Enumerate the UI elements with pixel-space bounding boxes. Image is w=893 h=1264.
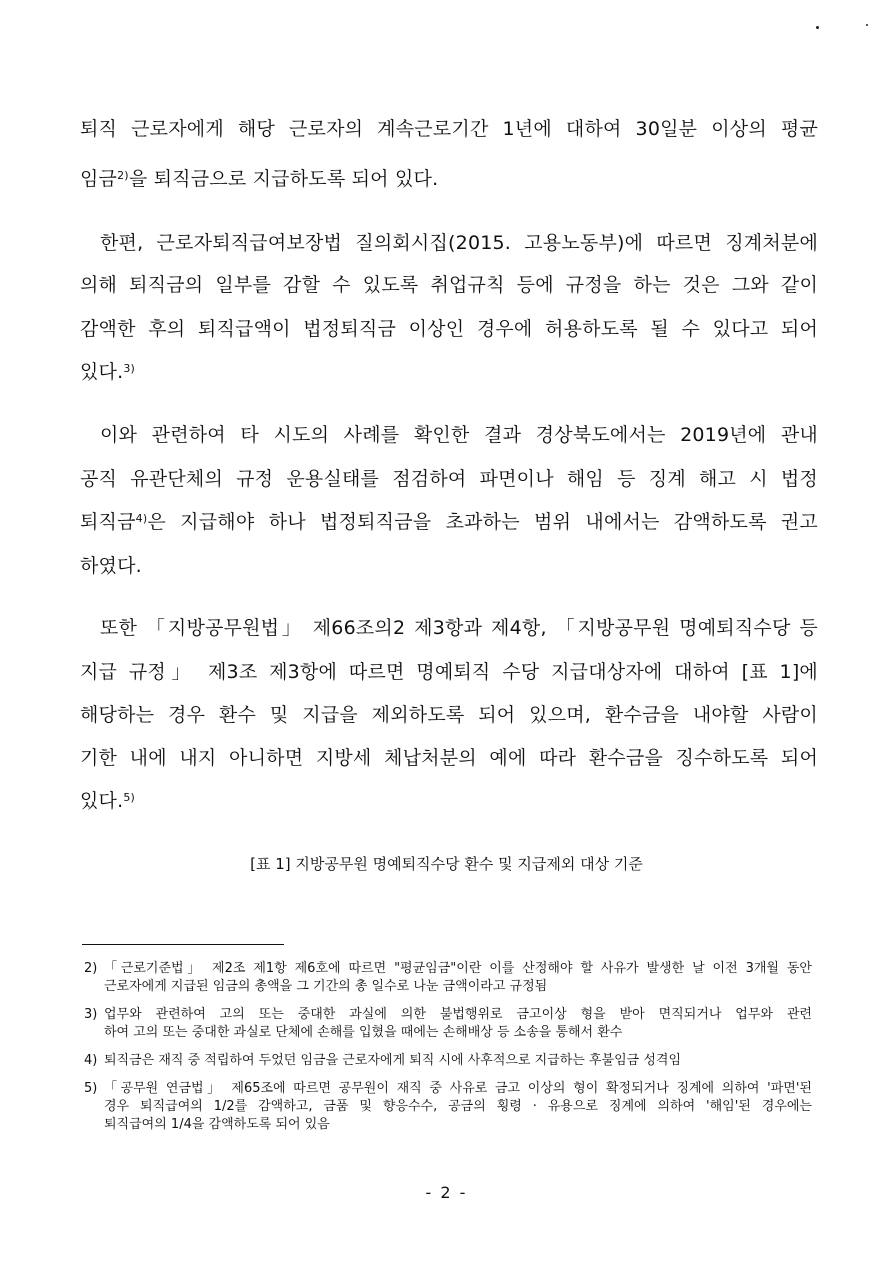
- scan-speck: [866, 24, 868, 26]
- paragraph-line: 임금$^{2)}$을 퇴직금으로 지급하도록 되어 있다.: [80, 168, 439, 190]
- footnote-line: 퇴직금은 재직 중 적립하여 두었던 임금을 근로자에게 퇴직 시에 사후적으로 지급하는 후불임금 성격임: [104, 1053, 682, 1068]
- paragraph-line: 지급 규정」 제3조 제3항에 따르면 명예퇴직 수당 지급대상자에 대하여 [표 1]에: [80, 661, 818, 683]
- table-caption: [표 1] 지방공무원 명예퇴직수당 환수 및 지급제외 대상 기준: [250, 855, 643, 873]
- paragraph-line: 이와 관련하여 타 시도의 사례를 확인한 결과 경상북도에서는 2019년에 관내: [100, 424, 818, 446]
- paragraph-line: 공직 유관단체의 규정 운용실태를 점검하여 파면이나 해임 등 징계 해고 시 법정: [80, 468, 818, 490]
- paragraph-line: 해당하는 경우 환수 및 지급을 제외하도록 되어 있으며, 환수금을 내야할 사람이: [80, 704, 818, 726]
- footnote-4: [84, 1052, 812, 1070]
- footnote-line: 「근로기준법」 제2조 제1항 제6호에 따르면 "평균임금"이란 이를 산정해야 할 사유가 발생한 날 이전 3개월 동안: [104, 961, 812, 976]
- footnote-ref: 3): [123, 362, 136, 375]
- page-number: - 2 -: [425, 1183, 468, 1202]
- footnote-line: 퇴직급여의 1/4을 감액하도록 되어 있음: [104, 1117, 330, 1132]
- footnote-line: 근로자에게 지급된 임금의 총액을 그 기간의 총 일수로 나눈 금액이라고 규정됨: [104, 979, 548, 994]
- footnote-number: 5): [84, 1081, 98, 1096]
- footnote-line: 하여 고의 또는 중대한 과실로 단체에 손해를 입혔을 때에는 손해배상 등 소송을 통해서 환수: [104, 1025, 623, 1040]
- paragraph-line: 의해 퇴직금의 일부를 감할 수 있도록 취업규칙 등에 규정을 하는 것은 그와 같이: [80, 274, 818, 296]
- paragraph-line: 있다.$^{5)}$: [80, 790, 136, 812]
- footnote-number: 4): [84, 1053, 98, 1068]
- footnote-ref: 5): [123, 791, 136, 804]
- paragraph-line: 또한 「지방공무원법」 제66조의2 제3항과 제4항, 「지방공무원 명예퇴직수당 등: [100, 617, 818, 639]
- paragraph-line: 하였다.: [80, 555, 142, 577]
- paragraph-line: 퇴직 근로자에게 해당 근로자의 계속근로기간 1년에 대하여 30일분 이상의 평균: [80, 118, 818, 140]
- footnote-3: [84, 1006, 812, 1042]
- paragraph-line: 퇴직금$^{4)}$은 지급해야 하나 법정퇴직금을 초과하는 범위 내에서는 감액하도록 권고: [80, 511, 818, 533]
- paragraph-line: 한편, 근로자퇴직급여보장법 질의회시집(2015. 고용노동부)에 따르면 징계처분에: [100, 232, 818, 254]
- paragraph-line: 있다.$^{3)}$: [80, 361, 136, 383]
- scan-speck: [816, 26, 819, 29]
- footnote-divider: [82, 944, 284, 945]
- footnote-line: 업무와 관련하여 고의 또는 중대한 과실에 의한 불법행위로 금고이상 형을 받아 면직되거나 업무와 관련: [104, 1007, 812, 1022]
- footnote-number: 2): [84, 961, 98, 976]
- footnote-2: [84, 960, 812, 996]
- footnote-line: 「공무원 연금법」 제65조에 따르면 공무원이 재직 중 사유로 금고 이상의 형이 확정되거나 징계에 의하여 '파면'된: [104, 1081, 812, 1096]
- footnote-ref: 2): [117, 169, 129, 182]
- paragraph-line: 감액한 후의 퇴직급액이 법정퇴직금 이상인 경우에 허용하도록 될 수 있다고 되어: [80, 318, 818, 340]
- footnote-ref: 4): [135, 512, 148, 525]
- footnote-line: 경우 퇴직급여의 1/2를 감액하고, 금품 및 향응수수, 공금의 횡령 · 유용으로 징계에 의하여 '해임'된 경우에는: [104, 1099, 812, 1114]
- footnote-number: 3): [84, 1007, 98, 1022]
- paragraph-line: 기한 내에 내지 아니하면 지방세 체납처분의 예에 따라 환수금을 징수하도록 되어: [80, 747, 818, 769]
- footnote-5: [84, 1080, 812, 1134]
